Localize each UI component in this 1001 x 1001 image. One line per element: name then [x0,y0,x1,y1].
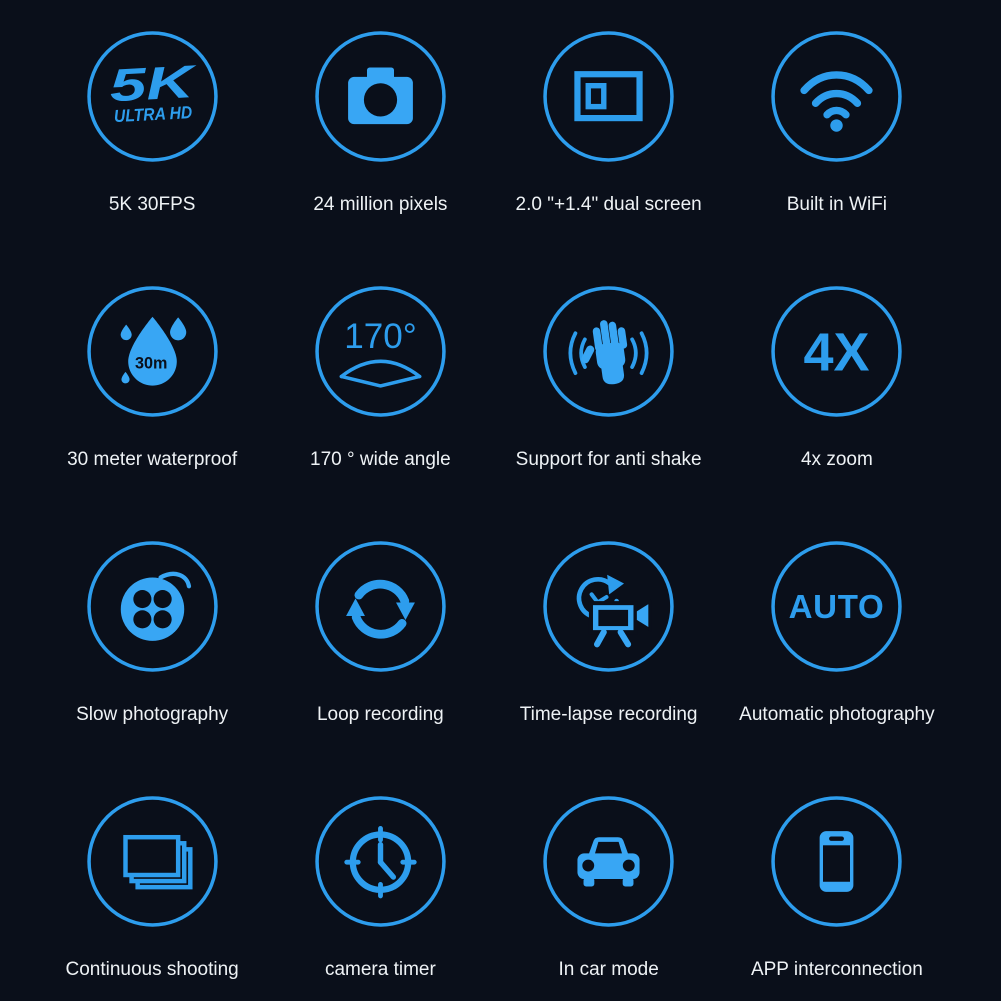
feature-label: APP interconnection [750,959,923,980]
feature-label: 24 million pixels [313,194,448,215]
feature-cell-24mp [266,29,494,216]
feature-cell-burst [38,794,266,981]
feature-label: Continuous shooting [65,959,239,980]
4x-zoom-icon [769,284,904,419]
feature-label: Automatic photography [739,704,935,725]
feature-label: 2.0 "+1.4" dual screen [515,194,702,215]
feature-label: 30 meter waterproof [67,449,238,470]
feature-cell-timer [266,794,494,981]
feature-label: In car mode [558,959,659,980]
car-icon [541,794,676,929]
film-reel-icon [85,539,220,674]
feature-cell-wifi [723,29,951,216]
feature-label: Slow photography [76,704,229,725]
feature-cell-car-mode [495,794,723,981]
svg-text:4X: 4X [803,322,870,383]
dual-screen-icon [541,29,676,164]
feature-cell-slow-photo [38,539,266,726]
feature-cell-dual-screen [495,29,723,216]
anti-shake-hand-icon [541,284,676,419]
svg-text:ULTRA HD: ULTRA HD [113,101,202,127]
feature-cell-loop [266,539,494,726]
wide-angle-lens-icon [313,284,448,419]
svg-text:AUTO: AUTO [788,588,885,626]
feature-cell-app [723,794,951,981]
feature-cell-time-lapse [495,539,723,726]
timer-clock-icon [313,794,448,929]
feature-label: Time-lapse recording [519,704,698,725]
loop-arrows-icon [313,539,448,674]
feature-cell-4x-zoom [723,284,951,471]
feature-label: 4x zoom [800,449,873,470]
wifi-icon [769,29,904,164]
camera-icon [313,29,448,164]
feature-label: Support for anti shake [515,449,702,470]
feature-label: Built in WiFi [786,194,888,215]
feature-label: 5K 30FPS [108,194,196,215]
svg-text:170°: 170° [344,317,417,357]
time-lapse-camcorder-icon [541,539,676,674]
feature-cell-wide-angle [266,284,494,471]
feature-cell-waterproof [38,284,266,471]
smartphone-icon [769,794,904,929]
svg-text:30m: 30m [134,354,167,373]
feature-cell-5k-30fps [38,29,266,216]
feature-label: 170 ° wide angle [310,449,451,470]
feature-cell-anti-shake [495,284,723,471]
burst-frames-icon [85,794,220,929]
feature-label: camera timer [324,959,436,980]
svg-text:5K: 5K [107,56,170,112]
waterdrop-icon [85,284,220,419]
auto-icon [769,539,904,674]
feature-cell-auto [723,539,951,726]
feature-label: Loop recording [316,704,444,725]
5k-ultra-hd-icon [85,29,220,164]
